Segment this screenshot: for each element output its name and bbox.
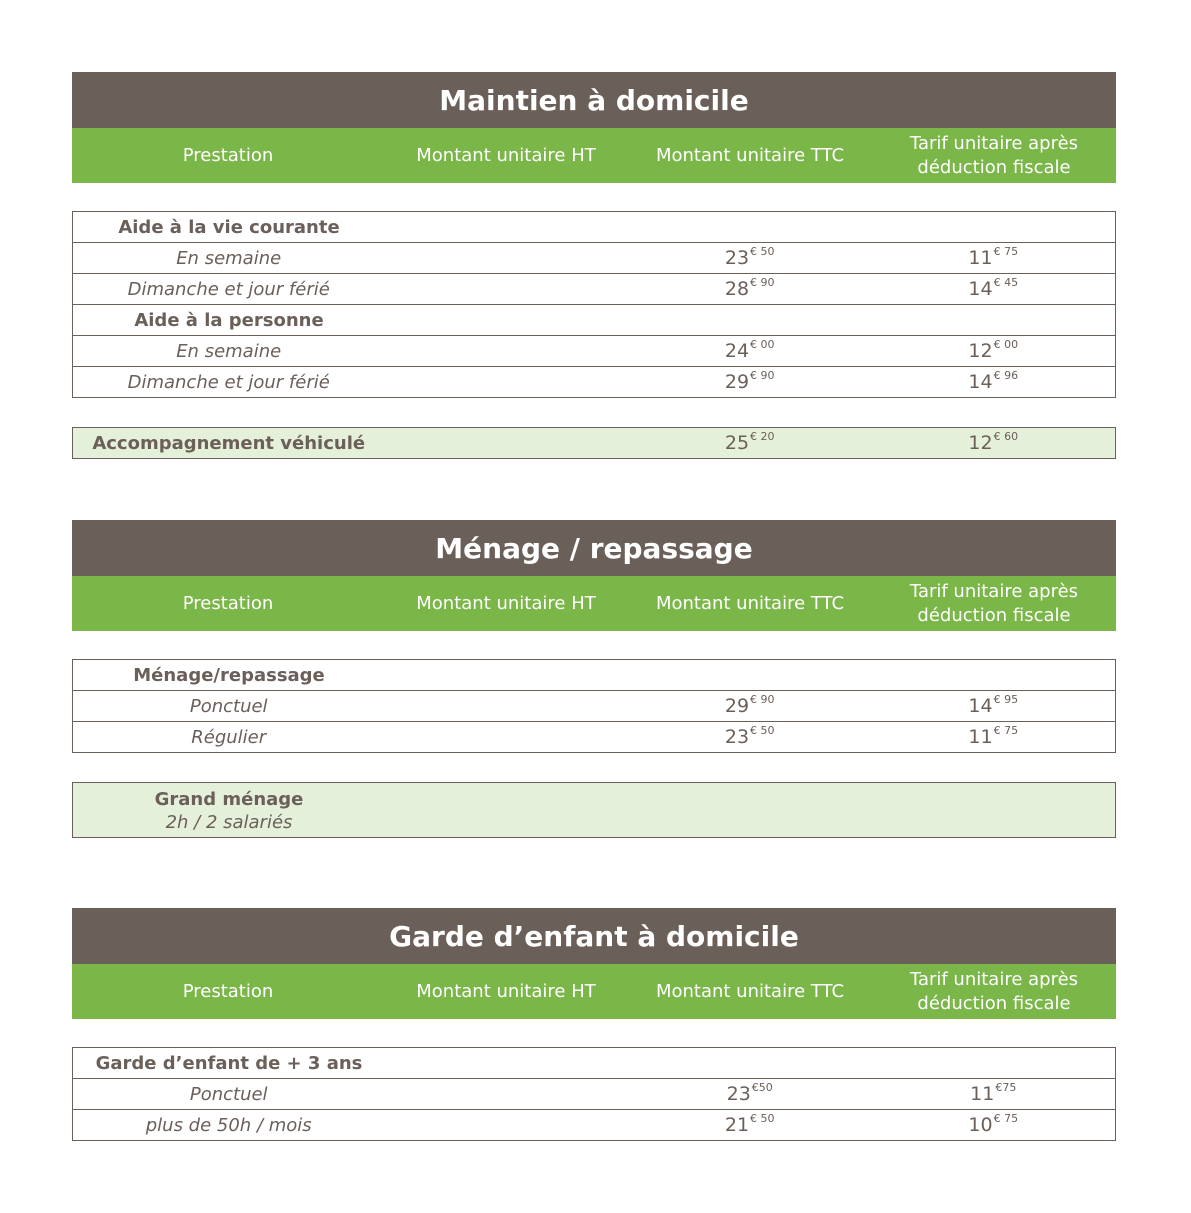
col-deduction <box>872 968 1116 1016</box>
col-ht: Montant unitaire HT <box>416 144 596 166</box>
deduction-price: $14^{€ 95}$ <box>968 693 1019 717</box>
ttc-price: $23^{€ 50}$ <box>724 245 775 269</box>
col-deduction-line1: Tarif unitaire après <box>909 580 1079 602</box>
table-header <box>72 128 1116 183</box>
table-row <box>73 336 1115 367</box>
ttc-price: $29^{€ 90}$ <box>724 369 775 393</box>
group-label: Aide à la vie courante <box>118 216 340 238</box>
table-row <box>73 274 1115 305</box>
col-prestation: Prestation <box>182 144 274 166</box>
col-ttc: Montant unitaire TTC <box>655 592 845 614</box>
group-row <box>73 305 1115 336</box>
col-deduction-line2: déduction fiscale <box>917 156 1071 178</box>
row-label: Dimanche et jour férié <box>127 278 330 300</box>
ttc-price: $24^{€ 00}$ <box>724 338 775 362</box>
deduction-price: $12^{€ 00}$ <box>968 338 1019 362</box>
table-header <box>72 576 1116 631</box>
deduction-price: $11^{€ 75}$ <box>968 245 1019 269</box>
table-header <box>72 964 1116 1019</box>
row-label: plus de 50h / mois <box>145 1114 312 1136</box>
row-label: Grand ménage <box>154 789 304 810</box>
section-title: Maintien à domicile <box>72 72 1116 128</box>
col-ht: Montant unitaire HT <box>416 592 596 614</box>
row-label: Régulier <box>191 726 267 748</box>
table-row <box>73 722 1115 752</box>
row-label: Accompagnement véhiculé <box>92 432 366 454</box>
deduction-price: $10^{€ 75}$ <box>968 1112 1019 1136</box>
row-label: En semaine <box>176 247 282 269</box>
section-title: Ménage / repassage <box>72 520 1116 576</box>
table-row <box>73 691 1115 722</box>
deduction-price: $11^{€75}$ <box>970 1081 1017 1105</box>
highlight-row-accompagnement <box>72 427 1116 459</box>
col-deduction-line1: Tarif unitaire après <box>909 968 1079 990</box>
group-row <box>73 1048 1115 1079</box>
col-ht: Montant unitaire HT <box>416 980 596 1002</box>
table-row <box>73 428 1115 458</box>
group-label: Aide à la personne <box>134 309 324 331</box>
col-ttc: Montant unitaire TTC <box>655 144 845 166</box>
deduction-price: $14^{€ 96}$ <box>968 369 1019 393</box>
col-prestation: Prestation <box>182 980 274 1002</box>
deduction-price: $11^{€ 75}$ <box>968 724 1019 748</box>
ttc-price: $23^{€50}$ <box>726 1081 773 1105</box>
ttc-price: $28^{€ 90}$ <box>724 276 775 300</box>
highlight-row-grand-menage <box>72 782 1116 838</box>
row-label: Ponctuel <box>189 1083 268 1105</box>
row-label: Dimanche et jour férié <box>127 371 330 393</box>
ttc-price: $21^{€ 50}$ <box>724 1112 775 1136</box>
deduction-price: $14^{€ 45}$ <box>968 276 1019 300</box>
row-label: En semaine <box>176 340 282 362</box>
price-table <box>72 211 1116 398</box>
group-label: Garde d’enfant de + 3 ans <box>95 1052 363 1074</box>
table-row <box>73 1079 1115 1110</box>
table-row <box>73 367 1115 397</box>
group-row <box>73 660 1115 691</box>
table-row <box>73 243 1115 274</box>
row-sublabel: 2h / 2 salariés <box>165 812 293 833</box>
col-deduction <box>872 132 1116 180</box>
ttc-price: $23^{€ 50}$ <box>724 724 775 748</box>
section-maintien <box>72 72 1116 183</box>
ttc-price: $25^{€ 20}$ <box>724 430 775 454</box>
row-label: Ponctuel <box>189 695 268 717</box>
section-garde-enfant <box>72 908 1116 1019</box>
col-prestation: Prestation <box>182 592 274 614</box>
deduction-price: $12^{€ 60}$ <box>968 430 1019 454</box>
ttc-price: $29^{€ 90}$ <box>724 693 775 717</box>
section-menage <box>72 520 1116 631</box>
grand-menage-cell <box>73 783 385 834</box>
group-label: Ménage/repassage <box>133 664 325 686</box>
price-table <box>72 1047 1116 1141</box>
group-row <box>73 212 1115 243</box>
col-deduction-line2: déduction fiscale <box>917 992 1071 1014</box>
col-deduction-line2: déduction fiscale <box>917 604 1071 626</box>
section-title: Garde d’enfant à domicile <box>72 908 1116 964</box>
col-deduction-line1: Tarif unitaire après <box>909 132 1079 154</box>
table-row <box>73 1110 1115 1140</box>
price-table <box>72 659 1116 753</box>
col-ttc: Montant unitaire TTC <box>655 980 845 1002</box>
col-deduction <box>872 580 1116 628</box>
